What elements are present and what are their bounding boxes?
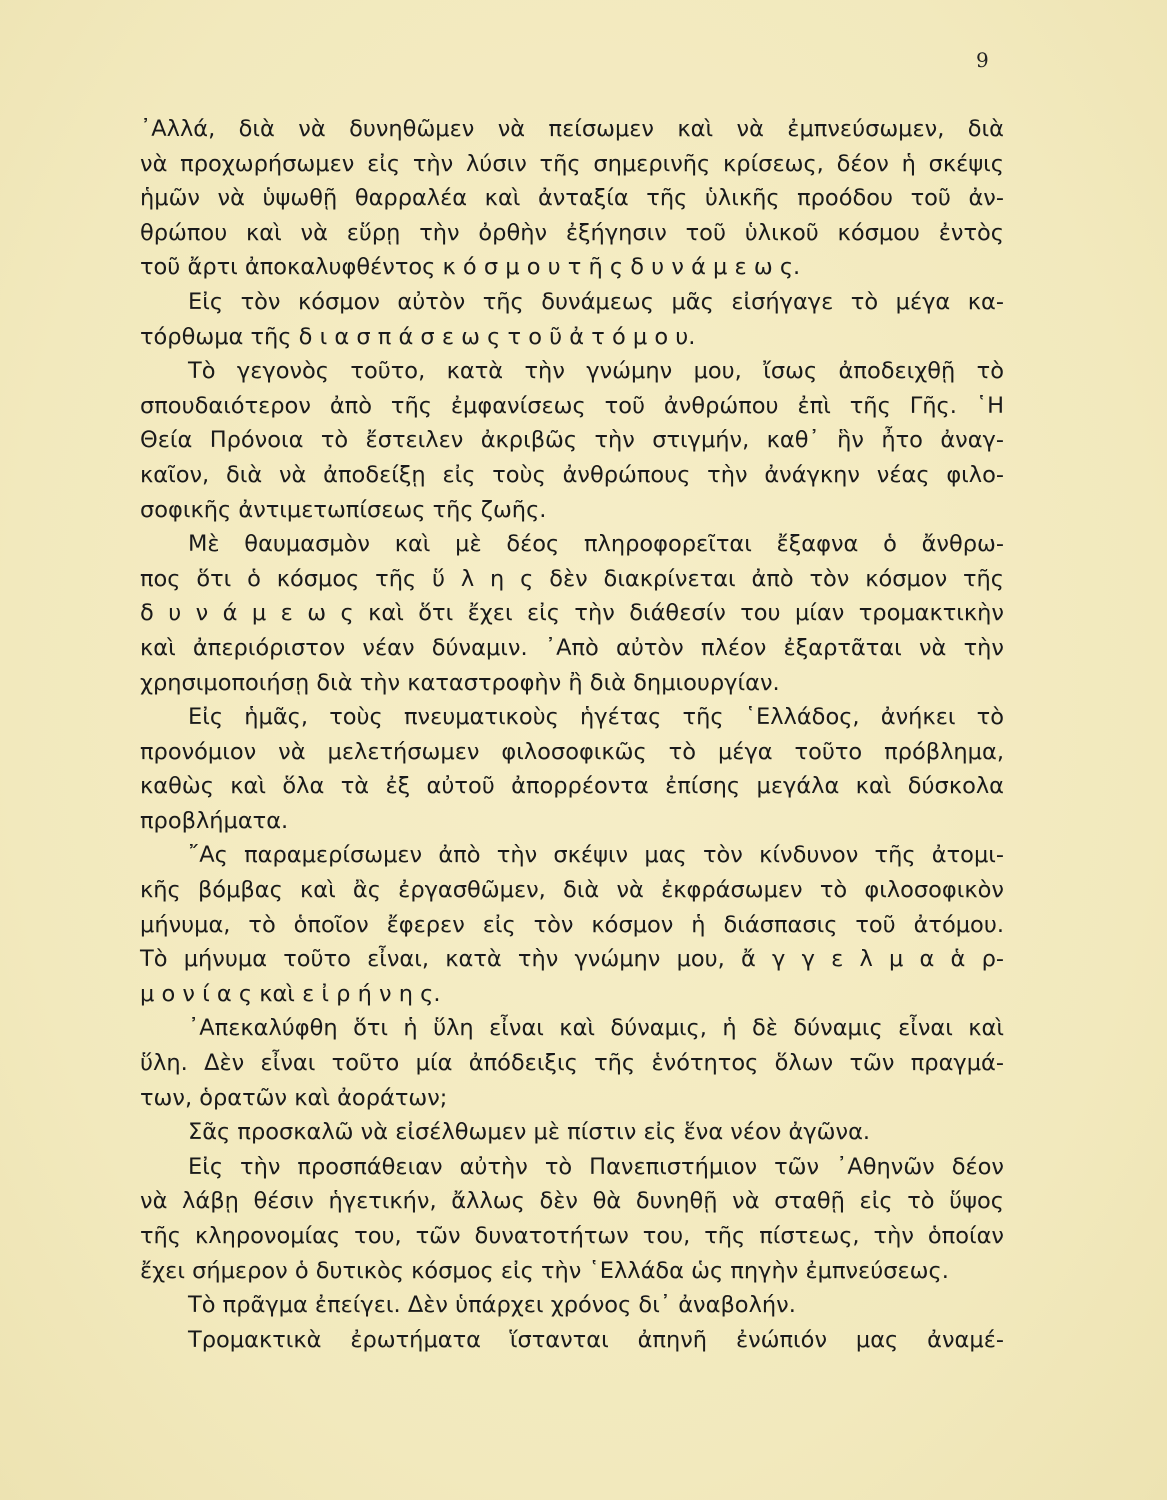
text-line: των, ὁρατῶν καὶ ἀοράτων; <box>140 1084 448 1111</box>
text-line: Τρομακτικὰ ἐρωτήματα ἵστανται ἀπηνῆ ἐνώπιόν μας ἀναμέ- <box>188 1326 1004 1353</box>
text-line: ὕλη. Δὲν εἶναι τοῦτο μία ἀπόδειξις τῆς ἑνότητος ὅλων τῶν πραγμά- <box>140 1050 1004 1077</box>
text-line: καῖον, διὰ νὰ ἀποδείξῃ εἰς τοὺς ἀνθρώπους τὴν ἀνάγκην νέας φιλο- <box>140 461 1004 488</box>
text-line: πος ὅτι ὁ κόσμος τῆς ὕ λ η ς δὲν διακρίνεται ἀπὸ τὸν κόσμον τῆς <box>140 565 1004 592</box>
text-line: Τὸ γεγονὸς τοῦτο, κατὰ τὴν γνώμην μου, ἴσως ἀποδειχθῇ τὸ <box>188 358 1004 385</box>
text-line: καὶ ἀπεριόριστον νέαν δύναμιν. ᾿Απὸ αὐτὸν πλέον ἐξαρτᾶται νὰ τὴν <box>140 634 1004 661</box>
text-line: ᾿Απεκαλύφθη ὅτι ἡ ὕλη εἶναι καὶ δύναμις, ἡ δὲ δύναμις εἶναι καὶ <box>188 1015 1004 1042</box>
text-line: τῆς κληρονομίας του, τῶν δυνατοτήτων του, τῆς πίστεως, τὴν ὁποίαν <box>140 1223 1004 1249</box>
text-line: ᾿Αλλά, διὰ νὰ δυνηθῶμεν νὰ πείσωμεν καὶ νὰ ἐμπνεύσωμεν, διὰ <box>140 116 1004 142</box>
text-line: Τὸ μήνυμα τοῦτο εἶναι, κατὰ τὴν γνώμην μου, ἄ γ γ ε λ μ α ἁ ρ- <box>140 946 1004 973</box>
text-line: Εἰς ἡμᾶς, τοὺς πνευματικοὺς ἡγέτας τῆς ῾Ελλάδος, ἀνήκει τὸ <box>188 704 1004 731</box>
text-line: καθὼς καὶ ὅλα τὰ ἐξ αὐτοῦ ἀπορρέοντα ἐπίσης μεγάλα καὶ δύσκολα <box>140 773 1004 800</box>
text-line: σπουδαιότερον ἀπὸ τῆς ἐμφανίσεως τοῦ ἀνθρώπου ἐπὶ τῆς Γῆς. ῾Η <box>140 392 1004 419</box>
text-line: προνόμιον νὰ μελετήσωμεν φιλοσοφικῶς τὸ μέγα τοῦτο πρόβλημα, <box>140 738 1004 765</box>
text-line: κῆς βόμβας καὶ ἂς ἐργασθῶμεν, διὰ νὰ ἐκφράσωμεν τὸ φιλοσοφικὸν <box>140 877 1004 904</box>
text-line: Θεία Πρόνοια τὸ ἔστειλεν ἀκριβῶς τὴν στιγμήν, καθ᾿ ἣν ἦτο ἀναγ- <box>140 427 1004 454</box>
text-line: δ υ ν ά μ ε ω ς καὶ ὅτι ἔχει εἰς τὴν διάθεσίν του μίαν τρομακτικὴν <box>140 600 1004 627</box>
text-line: νὰ προχωρήσωμεν εἰς τὴν λύσιν τῆς σημερινῆς κρίσεως, δέον ἡ σκέψις <box>140 150 1004 177</box>
text-line: προβλήματα. <box>140 807 289 834</box>
text-line: ἔχει σήμερον ὁ δυτικὸς κόσμος εἰς τὴν ῾Ελλάδα ὡς πηγὴν ἐμπνεύσεως. <box>140 1257 949 1284</box>
text-line: ῎Ας παραμερίσωμεν ἀπὸ τὴν σκέψιν μας τὸν κίνδυνον τῆς ἀτομι- <box>188 842 1004 869</box>
text-line: θρώπου καὶ νὰ εὕρῃ τὴν ὀρθὴν ἐξήγησιν τοῦ ὑλικοῦ κόσμου ἐντὸς <box>140 219 1004 246</box>
text-line: Εἰς τὸν κόσμον αὐτὸν τῆς δυνάμεως μᾶς εἰσήγαγε τὸ μέγα κα- <box>188 288 1004 315</box>
text-line: σοφικῆς ἀντιμετωπίσεως τῆς ζωῆς. <box>140 496 547 523</box>
text-line: μήνυμα, τὸ ὁποῖον ἔφερεν εἰς τὸν κόσμον ἡ διάσπασις τοῦ ἀτόμου. <box>140 911 1004 938</box>
text-line: νὰ λάβῃ θέσιν ἡγετικήν, ἄλλως δὲν θὰ δυνηθῇ νὰ σταθῇ εἰς τὸ ὕψος <box>140 1188 1004 1215</box>
text-line: Σᾶς προσκαλῶ νὰ εἰσέλθωμεν μὲ πίστιν εἰς ἕνα νέον ἀγῶνα. <box>188 1119 871 1146</box>
text-line: χρησιμοποιήσῃ διὰ τὴν καταστροφὴν ἢ διὰ δημιουργίαν. <box>140 669 780 696</box>
text-line: Μὲ θαυμασμὸν καὶ μὲ δέος πληροφορεῖται ἔξαφνα ὁ ἄνθρω- <box>188 531 1004 558</box>
text-line: Εἰς τὴν προσπάθειαν αὐτὴν τὸ Πανεπιστήμιον τῶν ᾿Αθηνῶν δέον <box>188 1153 1004 1180</box>
body-text <box>140 112 1004 1357</box>
text-line: Τὸ πρᾶγμα ἐπείγει. Δὲν ὑπάρχει χρόνος δι᾿ ἀναβολήν. <box>188 1292 796 1319</box>
text-line: τόρθωμα τῆς δ ι α σ π ά σ ε ω ς τ ο ῦ ἀ τ ό μ ο υ. <box>140 323 696 350</box>
text-line: ἡμῶν νὰ ὑψωθῇ θαρραλέα καὶ ἀνταξία τῆς ὑλικῆς προόδου τοῦ ἀν- <box>140 185 1004 212</box>
text-line: τοῦ ἄρτι ἀποκαλυφθέντος κ ό σ μ ο υ τ ῆ ς δ υ ν ά μ ε ω ς. <box>140 254 801 281</box>
text-line: μ ο ν ί α ς καὶ ε ἰ ρ ή ν η ς. <box>140 980 441 1007</box>
page-number: 9 <box>976 48 989 72</box>
